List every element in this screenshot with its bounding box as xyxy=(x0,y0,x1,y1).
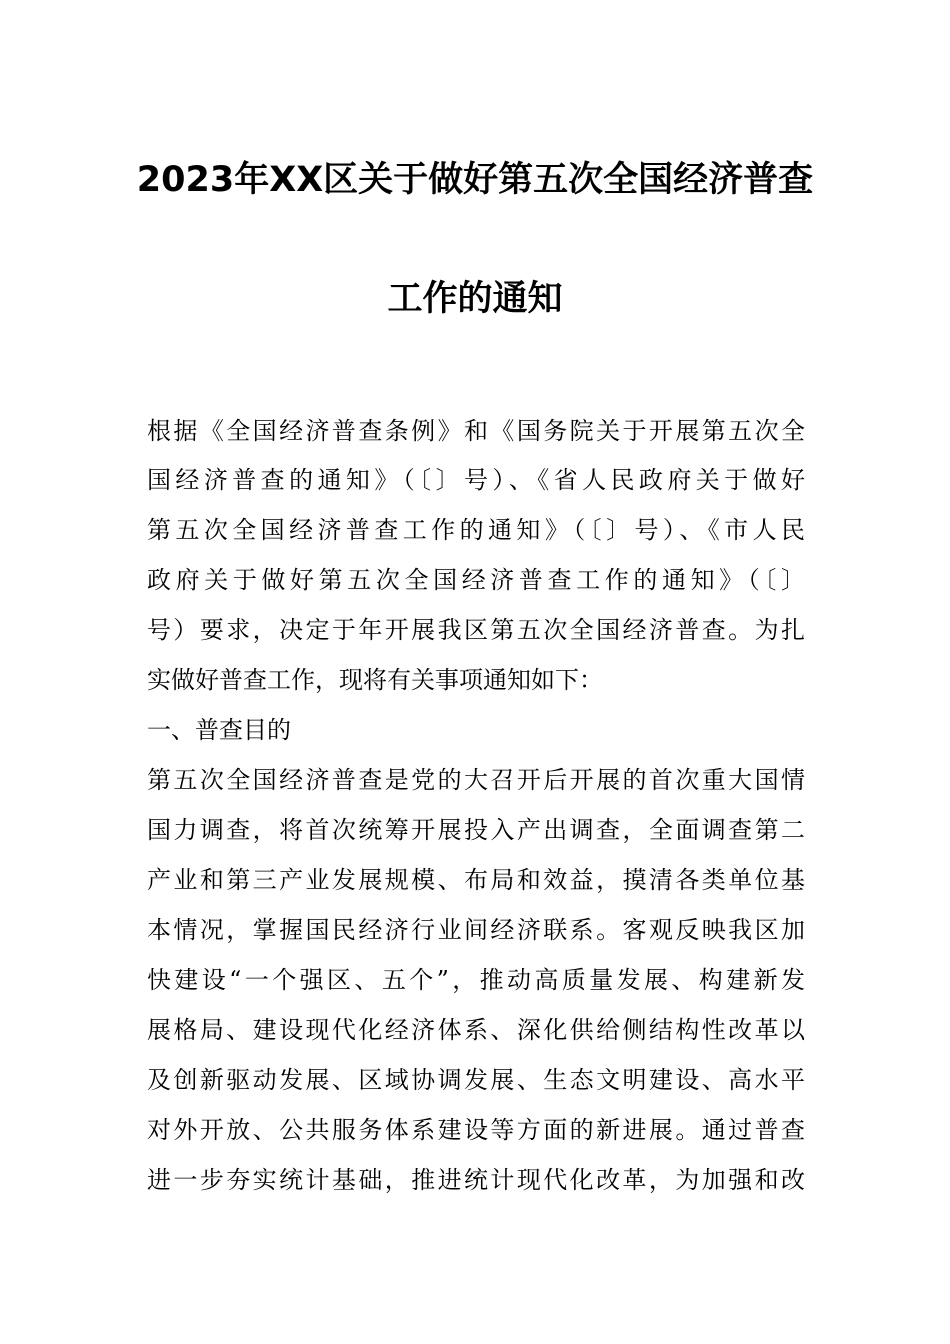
section-heading: 一、普查目的 xyxy=(147,716,291,744)
body-text-line: 对外开放、公共服务体系建设等方面的新进展。通过普查 xyxy=(147,1116,805,1144)
body-text-line: 根据《全国经济普查条例》和《国务院关于开展第五次全 xyxy=(147,417,805,445)
body-text-line: 进一步夯实统计基础，推进统计现代化改革，为加强和改 xyxy=(147,1166,805,1194)
body-text-line: 第五次全国经济普查工作的通知》（〔〕号）、《市人民 xyxy=(147,516,805,544)
body-text-line: 及创新驱动发展、区域协调发展、生态文明建设、高水平 xyxy=(147,1066,805,1094)
body-text-line: 第五次全国经济普查是党的大召开后开展的首次重大国情 xyxy=(147,766,805,794)
body-text-line: 展格局、建设现代化经济体系、深化供给侧结构性改革以 xyxy=(147,1016,805,1044)
body-text-line: 产业和第三产业发展规模、布局和效益，摸清各类单位基 xyxy=(147,866,805,894)
body-text-line: 本情况，掌握国民经济行业间经济联系。客观反映我区加 xyxy=(147,916,805,944)
document-title-line-2: 工作的通知 xyxy=(387,279,563,319)
document-title-line-1: 2023年XX区关于做好第五次全国经济普查 xyxy=(136,160,814,200)
body-text-line: 号）要求，决定于年开展我区第五次全国经济普查。为扎 xyxy=(147,616,805,644)
body-text-line: 快建设“一个强区、五个”，推动高质量发展、构建新发 xyxy=(147,966,805,994)
body-text-line: 国力调查，将首次统筹开展投入产出调查，全面调查第二 xyxy=(147,816,805,844)
body-text-line-last: 实做好普查工作，现将有关事项通知如下： xyxy=(147,666,603,694)
body-text-line: 政府关于做好第五次全国经济普查工作的通知》（〔〕 xyxy=(147,566,805,594)
body-text-line: 国经济普查的通知》（〔〕号）、《省人民政府关于做好 xyxy=(147,466,805,494)
